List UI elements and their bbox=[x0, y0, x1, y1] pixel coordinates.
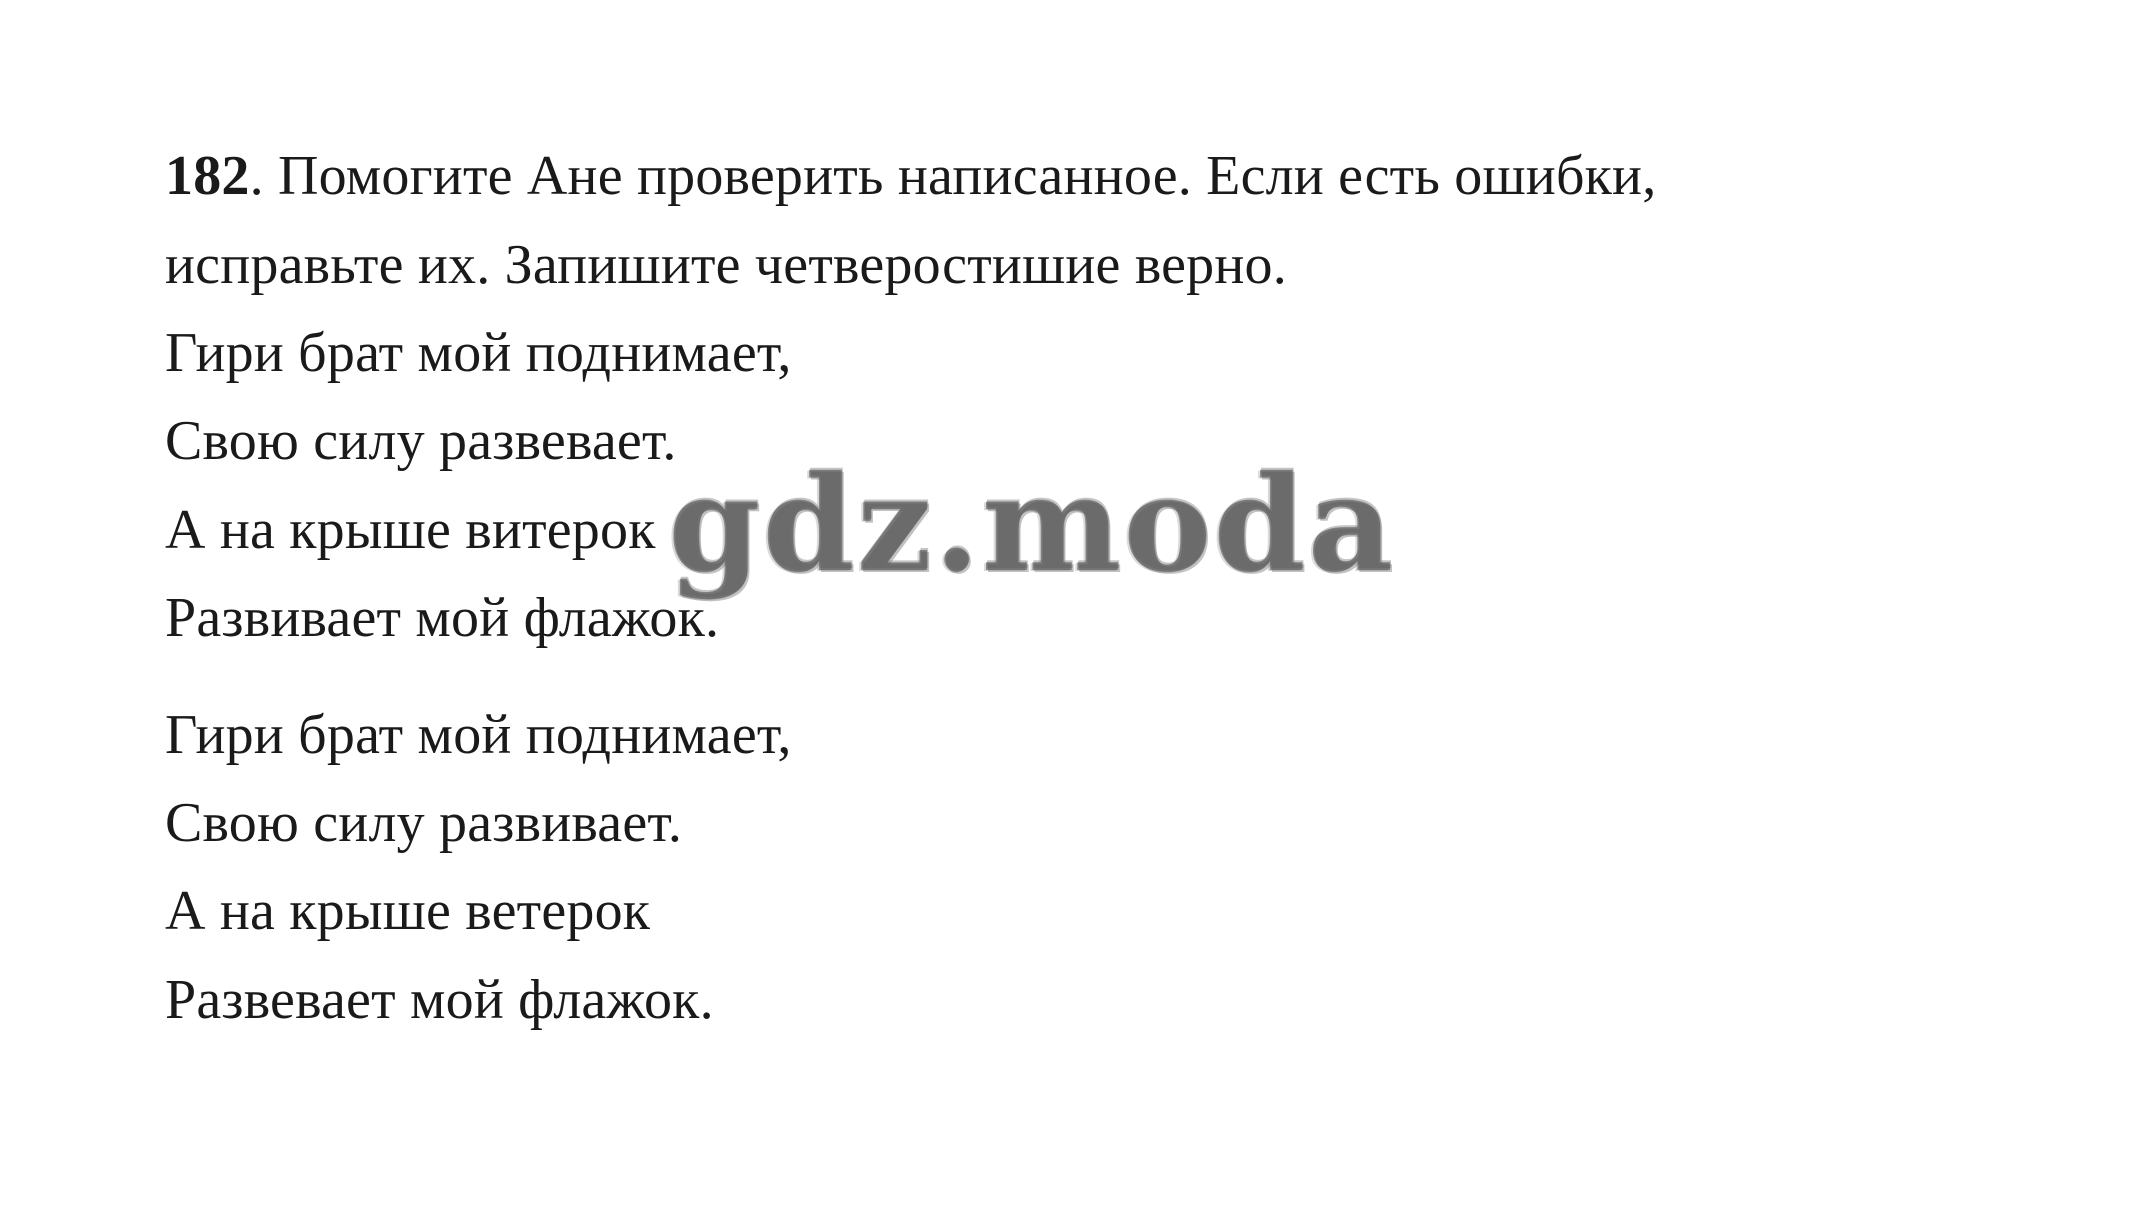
original-poem-line: Гири брат мой поднимает, bbox=[165, 322, 792, 384]
original-poem-line: А на крыше витерок bbox=[165, 499, 656, 561]
task-text-line1: . Помогите Ане проверить написанное. Если есть ошибки, bbox=[249, 145, 1657, 207]
corrected-poem-line: Гири брат мой поднимает, bbox=[165, 704, 792, 766]
task-number: 182 bbox=[165, 145, 250, 207]
corrected-poem-line: Свою силу развивает. bbox=[165, 792, 683, 854]
original-poem-line: Свою силу развевает. bbox=[165, 410, 677, 472]
task-heading bbox=[165, 146, 1656, 206]
watermark: gdz.moda bbox=[668, 447, 1396, 602]
corrected-poem-line: А на крыше ветерок bbox=[165, 880, 651, 942]
task-text-line2: исправьте их. Запишите четверостишие верно. bbox=[165, 234, 1287, 296]
corrected-poem-line: Развевает мой флажок. bbox=[165, 969, 714, 1031]
original-poem-line: Развивает мой флажок. bbox=[165, 587, 720, 649]
